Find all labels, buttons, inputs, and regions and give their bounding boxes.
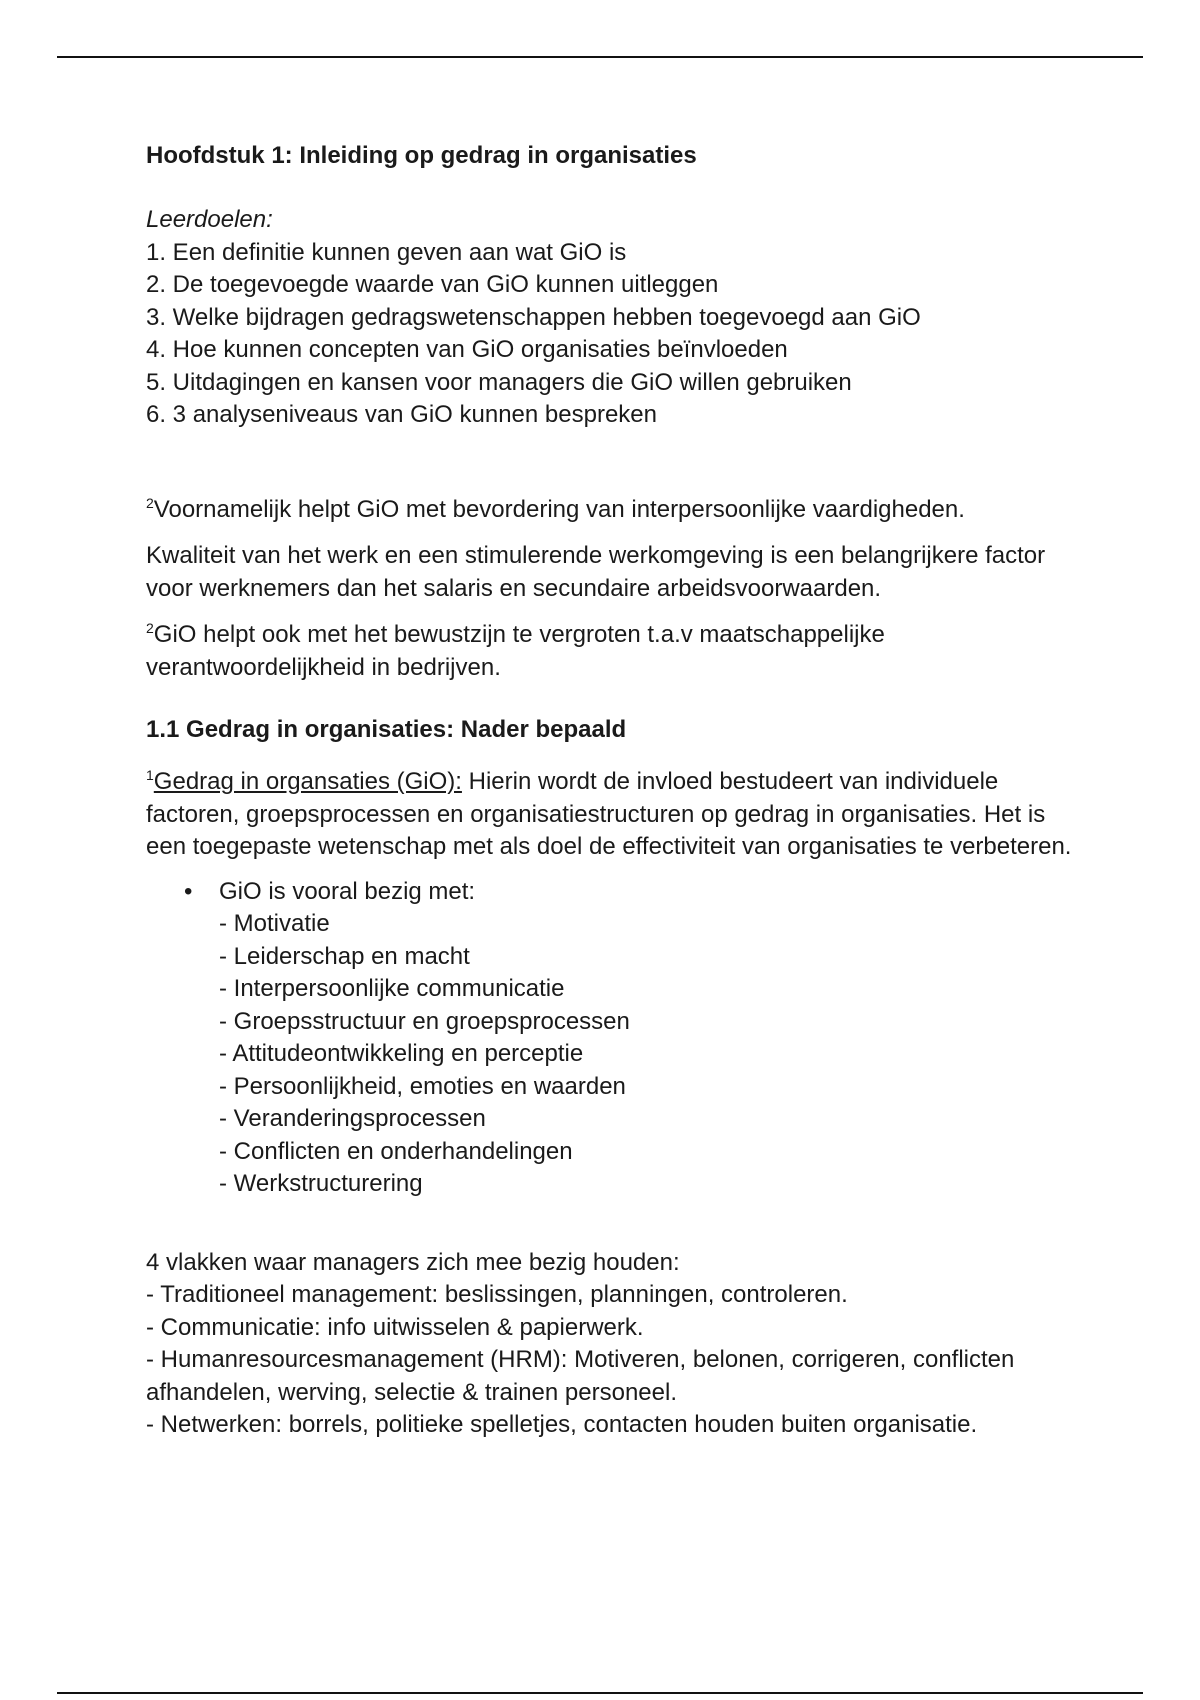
definition-term: Gedrag in organsaties (GiO):: [153, 768, 462, 795]
learning-goal-item: 6. 3 analyseniveaus van GiO kunnen bespreken: [146, 401, 657, 428]
bullet-intro: GiO is vooral bezig met:: [219, 877, 476, 905]
bullet-dot: •: [184, 877, 193, 905]
top-rule: [57, 56, 1143, 58]
intro-paragraph-1: [146, 494, 1086, 527]
managers-list: [146, 1279, 1086, 1442]
manager-area-item: - Traditioneel management: beslissingen, planningen, controleren.: [146, 1281, 848, 1308]
learning-goal-item: 1. Een definitie kunnen geven aan wat GiO is: [146, 238, 627, 266]
manager-area-item: - Communicatie: info uitwisselen & papierwerk.: [146, 1313, 644, 1341]
topic-item: - Groepsstructuur en groepsprocessen: [219, 1007, 630, 1035]
footnote-marker: 2: [146, 494, 154, 511]
footnote-marker: 1: [146, 767, 154, 783]
bottom-rule: [57, 1692, 1143, 1694]
intro-paragraph-3: [146, 619, 1086, 684]
topic-item: - Persoonlijkheid, emoties en waarden: [219, 1072, 626, 1100]
footnote-marker: 2: [146, 620, 154, 636]
section-title: 1.1 Gedrag in organisaties: Nader bepaald: [146, 716, 627, 743]
intro-paragraph-2: Kwaliteit van het werk en een stimulerende werkomgeving is een belangrijkere factor voor werknemers dan het salaris en secundaire arbeidsvoorwaarden.: [146, 542, 1046, 602]
definition-text: Hierin wordt de invloed bestudeert van individuele factoren, groepsprocessen en organisatiestructuren op gedrag in organisaties. Het is een toegepaste wetenschap met als doel de effectiviteit van organisaties te verbeteren.: [146, 768, 1072, 860]
topic-item: - Leiderschap en macht: [219, 942, 470, 970]
chapter-title: Hoofdstuk 1: Inleiding op gedrag in organisaties: [146, 142, 697, 169]
intro-paragraph-1-text: Voornamelijk helpt GiO met bevordering van interpersoonlijke vaardigheden.: [153, 495, 965, 523]
topic-item: - Attitudeontwikkeling en perceptie: [219, 1040, 584, 1067]
learning-goals-label: Leerdoelen:: [146, 206, 273, 233]
learning-goal-item: 2. De toegevoegde waarde van GiO kunnen uitleggen: [146, 271, 719, 298]
document-page: [146, 140, 1086, 1442]
learning-goal-item: 5. Uitdagingen en kansen voor managers die GiO willen gebruiken: [146, 368, 852, 396]
managers-intro: 4 vlakken waar managers zich mee bezig houden:: [146, 1248, 680, 1276]
definition-paragraph: [146, 766, 1086, 864]
learning-goals-list: [146, 237, 1086, 432]
intro-paragraph-3-text: GiO helpt ook met het bewustzijn te vergroten t.a.v maatschappelijke verantwoordelijkheid in bedrijven.: [146, 621, 885, 681]
topic-item: - Veranderingsprocessen: [219, 1105, 486, 1132]
topics-bullet: [146, 876, 1086, 1201]
manager-area-item: - Netwerken: borrels, politieke spelletjes, contacten houden buiten organisatie.: [146, 1411, 978, 1438]
topic-item: - Werkstructurering: [219, 1170, 423, 1197]
manager-area-item: - Humanresourcesmanagement (HRM): Motiveren, belonen, corrigeren, conflicten afhandelen, werving, selectie & trainen personeel.: [146, 1346, 1015, 1406]
learning-goal-item: 4. Hoe kunnen concepten van GiO organisaties beïnvloeden: [146, 336, 788, 363]
topic-item: - Interpersoonlijke communicatie: [219, 975, 565, 1002]
topics-list: [219, 908, 1086, 1201]
topic-item: - Conflicten en onderhandelingen: [219, 1137, 573, 1165]
topic-item: - Motivatie: [219, 910, 330, 937]
learning-goal-item: 3. Welke bijdragen gedragswetenschappen hebben toegevoegd aan GiO: [146, 303, 921, 331]
